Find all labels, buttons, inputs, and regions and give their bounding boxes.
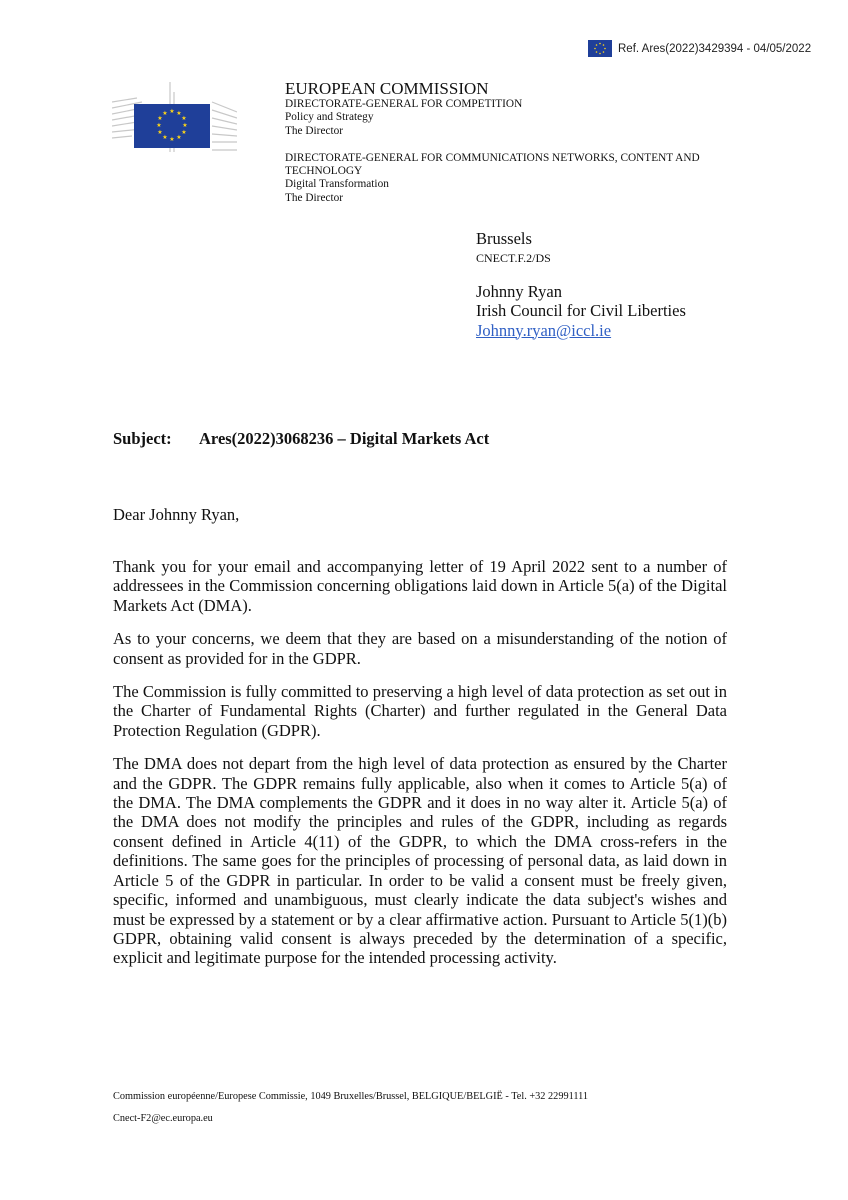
svg-text:★: ★: [162, 111, 168, 117]
subject-label: Subject:: [113, 429, 172, 448]
letter-body: [113, 557, 727, 982]
svg-text:★: ★: [176, 111, 182, 117]
subject-text: Ares(2022)3068236 – Digital Markets Act: [199, 429, 490, 448]
paragraph: Thank you for your email and accompanying letter of 19 April 2022 sent to a number of addressees in the Commission concerning obligations laid down in Article 5(a) of the Digital Markets Act (DMA).: [113, 557, 727, 615]
svg-text:★: ★: [162, 135, 168, 141]
dg2-name: DIRECTORATE-GENERAL FOR COMMUNICATIONS NETWORKS, CONTENT AND TECHNOLOGY: [285, 151, 700, 178]
svg-text:★: ★: [157, 116, 163, 122]
recipient-org: Irish Council for Civil Liberties: [476, 301, 686, 320]
recipient-email-link[interactable]: Johnny.ryan@iccl.ie: [476, 320, 612, 340]
svg-text:★: ★: [157, 130, 163, 136]
european-commission-logo: [112, 72, 237, 158]
footer: [113, 1086, 588, 1130]
reference-text: Ref. Ares(2022)3429394 - 04/05/2022: [618, 42, 812, 55]
file-code: CNECT.F.2/DS: [476, 250, 551, 265]
footer-email: Cnect-F2@ec.europa.eu: [113, 1113, 213, 1124]
paragraph: The DMA does not depart from the high level of data protection as ensured by the Charter and the GDPR. The GDPR remains fully applicable, also when it comes to Article 5(a) of the DMA. The DMA complements the GDPR and it does in no way alter it. Article 5(a) of the DMA does not modify the principles and rules of the GDPR, including as regards consent defined in Article 4(11) of the GDPR, to which the DMA cross-refers in the definitions. The same goes for the principles of processing of personal data, as laid down in Article 5 of the GDPR in particular. In order to be valid a consent must be freely given, specific, informed and unambiguous, must clearly indicate the data subject's wishes and must be expressed by a statement or by a clear affirmative action. Pursuant to Article 5(1)(b) GDPR, obtaining valid consent is always preceded by the determination of a specific, explicit and legitimate purpose for the intended processing activity.: [113, 754, 727, 968]
dg1-name: DIRECTORATE-GENERAL FOR COMPETITION: [285, 98, 523, 110]
svg-text:★: ★: [169, 137, 175, 143]
letterhead: [285, 80, 715, 205]
dg2-role: The Director: [285, 191, 344, 204]
footer-address: Commission européenne/Europese Commissie, 1049 Bruxelles/Brussel, BELGIQUE/BELGIË - Tel. +32 22991111: [113, 1091, 589, 1102]
svg-text:★: ★: [182, 123, 188, 129]
address-block: [476, 229, 686, 340]
salutation: Dear Johnny Ryan,: [113, 505, 240, 524]
svg-text:★: ★: [156, 123, 162, 129]
city: Brussels: [476, 229, 532, 248]
org-name: EUROPEAN COMMISSION: [285, 79, 489, 98]
reference-stamp: [588, 40, 811, 57]
dg1-role: The Director: [285, 124, 344, 137]
dg1-unit: Policy and Strategy: [285, 111, 374, 124]
svg-text:★: ★: [181, 130, 187, 136]
dg2-unit: Digital Transformation: [285, 178, 389, 191]
paragraph: The Commission is fully committed to preserving a high level of data protection as set out in the Charter of Fundamental Rights (Charter) and further regulated in the General Data Protection Regulation (GDPR).: [113, 682, 727, 740]
paragraph: As to your concerns, we deem that they are based on a misunderstanding of the notion of consent as provided for in the GDPR.: [113, 629, 727, 668]
subject-line: [113, 429, 489, 449]
svg-text:★: ★: [176, 135, 182, 141]
svg-text:★: ★: [169, 109, 175, 115]
svg-text:★: ★: [181, 116, 187, 122]
eu-flag-icon: [588, 40, 612, 57]
recipient-name: Johnny Ryan: [476, 281, 562, 301]
